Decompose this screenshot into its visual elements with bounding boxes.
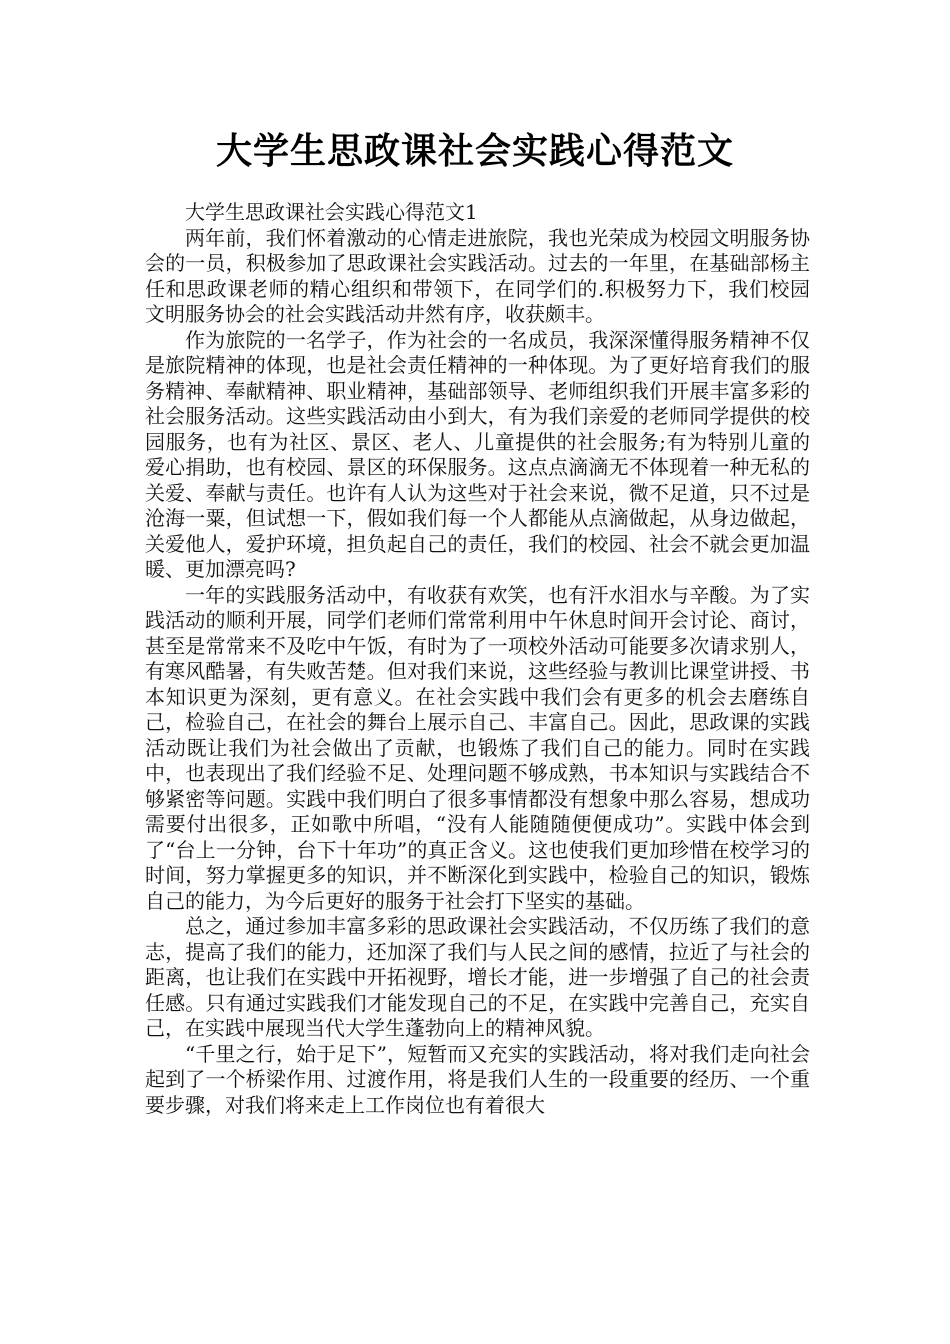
essay-subtitle: 大学生思政课社会实践心得范文1 (185, 200, 478, 224)
paragraph: 作为旅院的一名学子，作为社会的一名成员，我深深懂得服务精神不仅是旅院精神的体现，也是社会责任精神的一种体现。为了更好培育我们的服务精神、奉献精神、职业精神，基础部领导、老师组织我们开展丰富多彩的社会服务活动。这些实践活动由小到大，有为我们亲爱的老师同学提供的校园服务，也有为社区、景区、老人、儿童提供的社会服务;有为特别儿童的爱心捐助，也有校园、景区的环保服务。这点点滴滴无不体现着一种无私的关爱、奉献与责任。也许有人认为这些对于社会来说，微不足道，只不过是沧海一粟，但试想一下，假如我们每一个人都能从点滴做起，从身边做起，关爱他人，爱护环境，担负起自己的责任，我们的校园、社会不就会更加温暖、更加漂亮吗? (145, 327, 810, 581)
paragraph: 两年前，我们怀着激动的心情走进旅院，我也光荣成为校园文明服务协会的一员，积极参加了思政课社会实践活动。过去的一年里，在基础部杨主任和思政课老师的精心组织和带领下，在同学们的.积极努力下，我们校园文明服务协会的社会实践活动井然有序，收获颇丰。 (145, 225, 810, 326)
paragraph: 一年的实践服务活动中，有收获有欢笑，也有汗水泪水与辛酸。为了实践活动的顺利开展，同学们老师们常常利用中午休息时间开会讨论、商讨，甚至是常常来不及吃中午饭，有时为了一项校外活动可能要多次请求别人，有寒风酷暑，有失败苦楚。但对我们来说，这些经验与教训比课堂讲授、书本知识更为深刻，更有意义。在社会实践中我们会有更多的机会去磨练自己，检验自己，在社会的舞台上展示自己、丰富自己。因此，思政课的实践活动既让我们为社会做出了贡献，也锻炼了我们自己的能力。同时在实践中，也表现出了我们经验不足、处理问题不够成熟，书本知识与实践结合不够紧密等问题。实践中我们明白了很多事情都没有想象中那么容易，想成功需要付出很多，正如歌中所唱，“没有人能随随便便成功”。实践中体会到了“台上一分钟，台下十年功”的真正含义。这也使我们更加珍惜在校学习的时间，努力掌握更多的知识，并不断深化到实践中，检验自己的知识，锻炼自己的能力，为今后更好的服务于社会打下坚实的基础。 (145, 582, 810, 913)
document-title: 大学生思政课社会实践心得范文 (215, 131, 734, 172)
paragraph: “千里之行，始于足下”，短暂而又充实的实践活动，将对我们走向社会起到了一个桥梁作用、过渡作用，将是我们人生的一段重要的经历、一个重要步骤，对我们将来走上工作岗位也有着很大 (145, 1041, 810, 1117)
document-body (145, 200, 810, 1118)
paragraph: 总之，通过参加丰富多彩的思政课社会实践活动，不仅历练了我们的意志，提高了我们的能力，还加深了我们与人民之间的感情，拉近了与社会的距离，也让我们在实践中开拓视野，增长才能，进一步增强了自己的社会责任感。只有通过实践我们才能发现自己的不足，在实践中完善自己，充实自己，在实践中展现当代大学生蓬勃向上的精神风貌。 (145, 914, 810, 1040)
